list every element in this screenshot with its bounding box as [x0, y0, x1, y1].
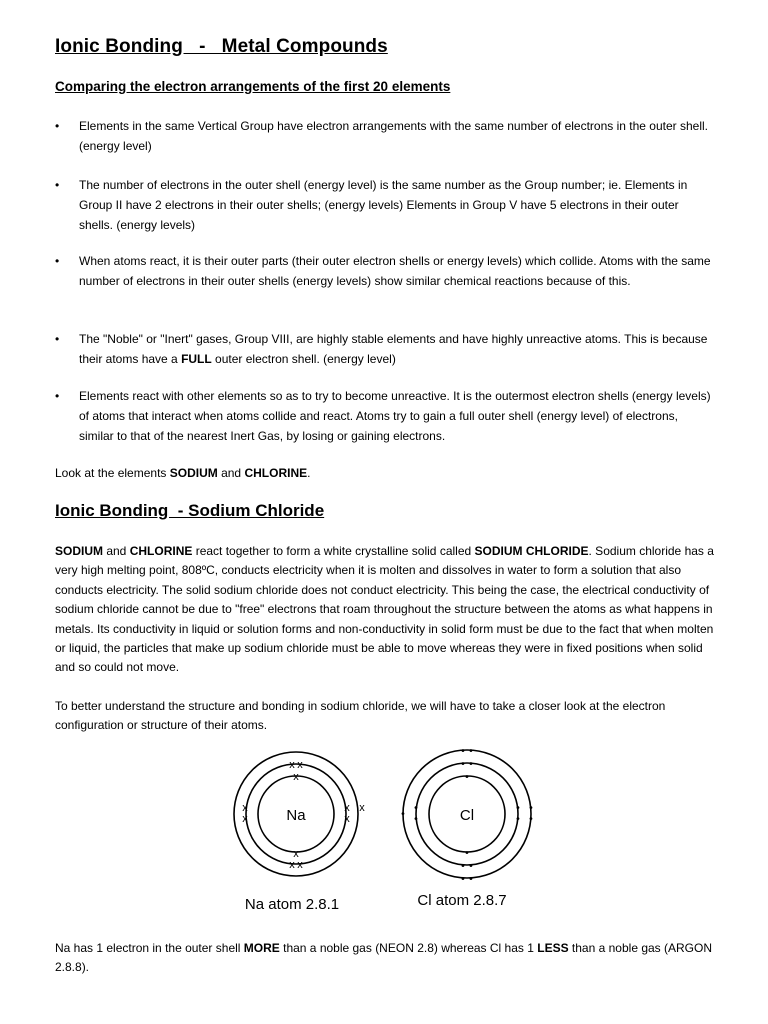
cl-electron-marker: • [460, 861, 466, 872]
cl-electron-marker: • [460, 874, 466, 885]
na-electron-marker: x [289, 859, 295, 871]
chlorine-caption: Cl atom 2.8.7 [417, 892, 507, 909]
bold-full: FULL [181, 352, 212, 366]
sodium-caption: Na atom 2.8.1 [244, 896, 340, 913]
na-electron-marker: x [293, 771, 299, 783]
na-electron-marker: x [359, 802, 365, 814]
cl-electron-marker: • [528, 803, 534, 814]
sodium-chloride-paragraph: SODIUM and CHLORINE react together to form a white crystalline solid called SODIUM CHLORIDE. Sodium chloride has a very high melting point, 808ºC, conducts electricity when it is molten and dissolves in water to form a solution that also conducts electricity. The solid sodium chloride does not conduct electricity. This being the case, the electrical conductivity of sodium chloride cannot be due to "free" electrons that roam throughout the structure between the atoms as what happens in metals. Its conductivity in liquid or solution forms and non-conductivity in solid form must be due to the fact that when molten or liquid, the particles that make up sodium chloride must be able to move whereas they were in fixed positions when solid and so could not move. [55, 544, 714, 675]
bullet-icon: • [55, 254, 60, 268]
cl-electron-marker: • [468, 874, 474, 885]
bullet-icon: • [55, 178, 60, 192]
chlorine-symbol: Cl [459, 807, 475, 824]
bullet-item [55, 386, 715, 446]
cl-electron-marker: • [464, 848, 470, 859]
bullet-item [55, 329, 715, 369]
sodium-symbol: Na [286, 807, 306, 824]
cl-electron-marker: • [464, 772, 470, 783]
cl-electron-marker: • [528, 814, 534, 825]
na-electron-marker: x [242, 802, 248, 814]
na-electron-marker: x [344, 802, 350, 814]
section-subtitle: Comparing the electron arrangements of the first 20 elements [55, 79, 451, 94]
bullet-item [55, 251, 715, 291]
cl-electron-marker: • [460, 746, 466, 757]
bullet-icon: • [55, 332, 60, 346]
cl-electron-marker: • [468, 746, 474, 757]
bullet-text: Elements react with other elements so as to try to become unreactive. It is the outermost electron shells (energy levels) of atoms that interact when atoms collide and react. Atoms try to gain a full outer shell (energy level) of electrons, similar to that of the nearest Inert Gas, by losing or gaining electrons. [79, 389, 711, 443]
bullet-text: When atoms react, it is their outer parts (their outer electron shells or energy levels) which collide. Atoms with the same number of electrons in their outer shells (energy levels) show similar chemical reactions because of this. [79, 254, 711, 288]
bullet-text: Elements in the same Vertical Group have electron arrangements with the same number of electrons in the outer shell. (energy level) [79, 119, 708, 153]
cl-electron-marker: • [515, 814, 521, 825]
atom-diagram [228, 742, 558, 917]
cl-electron-marker: • [460, 759, 466, 770]
cl-electron-marker: • [468, 861, 474, 872]
section-title: Ionic Bonding - Sodium Chloride [55, 501, 325, 520]
na-electron-marker: x [297, 859, 303, 871]
bullet-text: The "Noble" or "Inert" gases, Group VIII, are highly stable elements and have highly unreactive atoms. This is because their atoms have a FULL outer electron shell. (energy level) [79, 332, 708, 366]
bullet-text: The number of electrons in the outer shell (energy level) is the same number as the Group number; ie. Elements in Group II have 2 electrons in their outer shells; (energy levels) Elements in Group V have 5 electrons in their outer shells. (energy levels) [79, 178, 688, 232]
page-title: Ionic Bonding - Metal Compounds [55, 36, 388, 57]
bullet-item [55, 116, 715, 156]
na-electron-marker: x [293, 848, 299, 860]
cl-electron-marker: • [413, 803, 419, 814]
bullet-icon: • [55, 389, 60, 403]
bullet-item [55, 175, 715, 235]
structure-paragraph: To better understand the structure and bonding in sodium chloride, we will have to take a closer look at the electron configuration or structure of their atoms. [55, 699, 666, 733]
cl-electron-marker: • [468, 759, 474, 770]
na-electron-marker: x [289, 759, 295, 771]
na-electron-marker: x [344, 813, 350, 825]
na-electron-marker: x [297, 759, 303, 771]
cl-electron-marker: • [515, 803, 521, 814]
look-at-line: Look at the elements SODIUM and CHLORINE. [55, 466, 311, 480]
cl-electron-marker: • [413, 814, 419, 825]
na-electron-marker: x [242, 813, 248, 825]
cl-electron-marker: • [400, 809, 406, 820]
bullet-icon: • [55, 119, 60, 133]
comparison-paragraph: Na has 1 electron in the outer shell MORE than a noble gas (NEON 2.8) whereas Cl has 1 LESS than a noble gas (ARGON 2.8.8). [55, 941, 713, 975]
